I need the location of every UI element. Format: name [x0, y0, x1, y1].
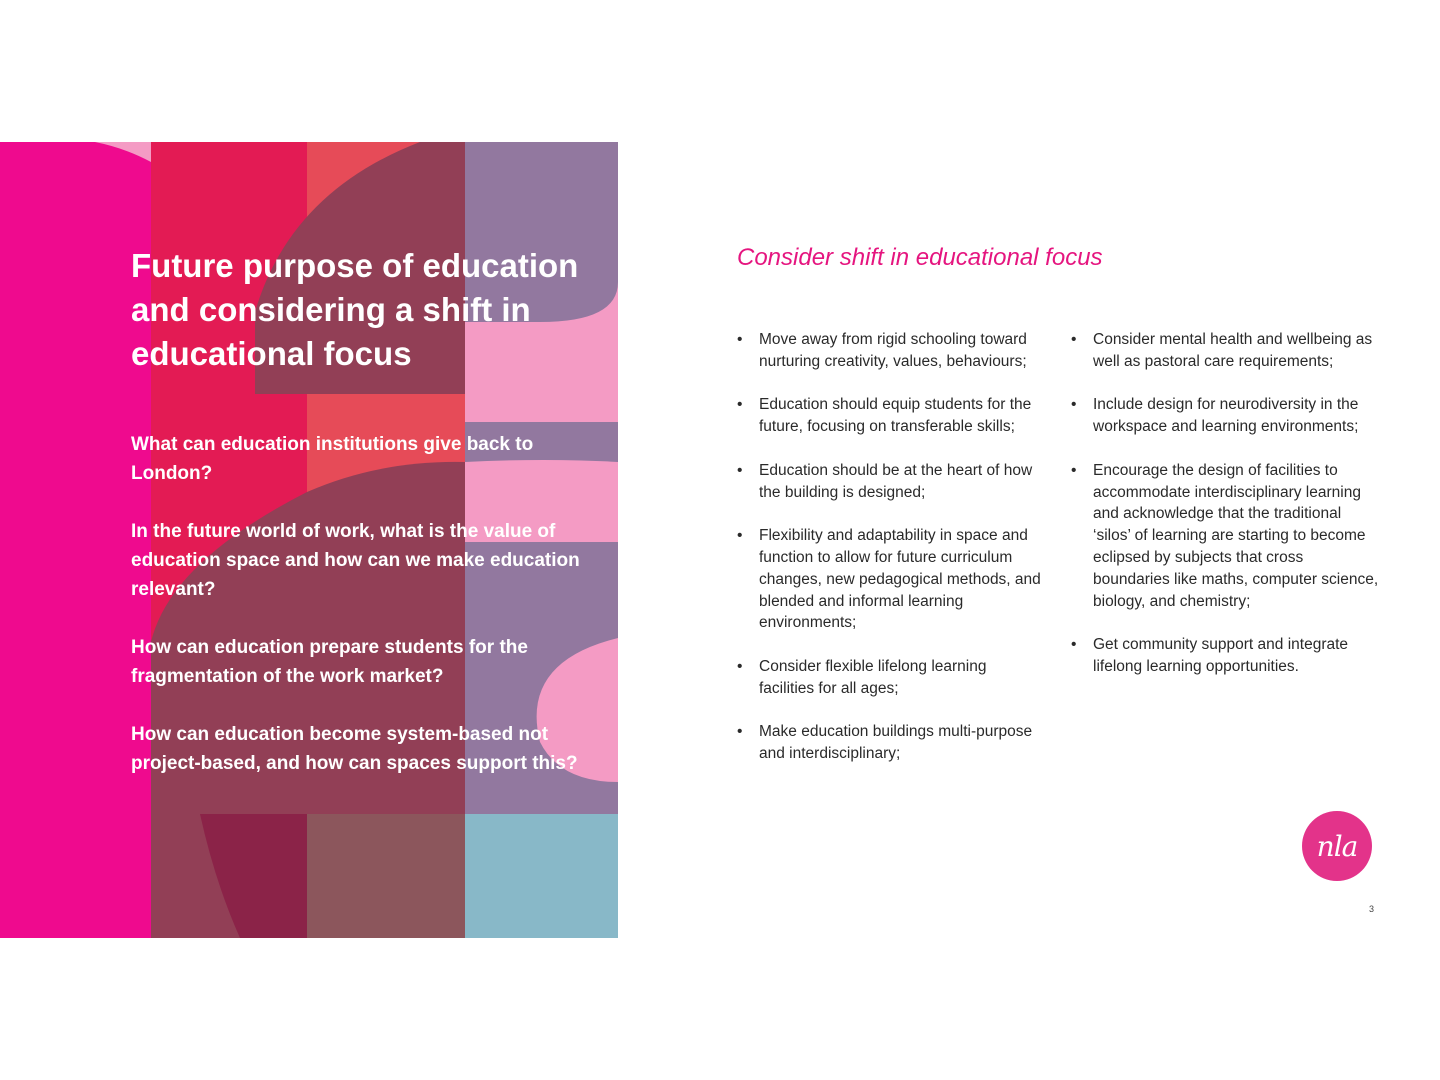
list-item-text: Get community support and integrate lifelong learning opportunities. — [1093, 636, 1349, 675]
list-item-text: Flexibility and adaptability in space and function to allow for future curriculum changes, new pedagogical methods, and blended and informal learning environments; — [759, 527, 1041, 632]
bullet-icon: • — [737, 527, 743, 545]
list-item — [1071, 394, 1381, 438]
nla-logo — [1302, 811, 1372, 881]
bullet-list-left — [737, 329, 1042, 787]
decorative-panel — [0, 142, 618, 938]
question: How can education become system-based not project-based, and how can spaces support this? — [131, 724, 578, 774]
list-item — [737, 656, 1042, 700]
bullet-icon: • — [737, 331, 743, 348]
panel-title: Future purpose of education and considering a shift in educational focus — [131, 247, 579, 372]
bullet-icon: • — [737, 657, 743, 675]
list-item — [1071, 329, 1381, 373]
question: What can education institutions give back to London? — [131, 434, 534, 484]
list-item — [737, 394, 1042, 438]
list-item — [737, 460, 1042, 504]
list-item-text: Consider mental health and wellbeing as well as pastoral care requirements; — [1093, 331, 1373, 370]
list-item-text: Make education buildings multi-purpose and interdisciplinary; — [759, 723, 1033, 763]
list-item — [737, 329, 1042, 373]
list-item-text: Encourage the design of facilities to accommodate interdisciplinary learning and acknowledge that the traditional ‘silos’ of learning are starting to become eclipsed by subjects that cross boundaries like maths, computer science, biology, and chemistry; — [1093, 461, 1379, 610]
logo-text: nla — [1316, 829, 1358, 863]
page-number: 3 — [1368, 904, 1374, 914]
bullet-icon: • — [737, 461, 743, 479]
question: In the future world of work, what is the value of education space and how can we make education relevant? — [131, 521, 580, 600]
list-item — [737, 525, 1042, 634]
bullet-list-right — [1071, 329, 1381, 700]
list-item-text: Education should be at the heart of how the building is designed; — [759, 461, 1033, 501]
bullet-icon: • — [1071, 331, 1077, 348]
list-item — [1071, 460, 1381, 613]
list-item-text: Move away from rigid schooling toward nurturing creativity, values, behaviours; — [759, 331, 1027, 370]
list-item-text: Consider flexible lifelong learning facilities for all ages; — [759, 657, 987, 697]
list-item — [1071, 634, 1381, 678]
list-item-text: Include design for neurodiversity in the workspace and learning environments; — [1093, 396, 1359, 436]
bullet-icon: • — [1071, 396, 1077, 414]
bullet-icon: • — [737, 723, 743, 741]
question: How can education prepare students for the fragmentation of the work market? — [131, 637, 528, 687]
bullet-icon: • — [737, 396, 743, 414]
bullet-icon: • — [1071, 636, 1077, 654]
section-heading: Consider shift in educational focus — [737, 244, 1103, 271]
questions-list — [131, 430, 591, 807]
list-item-text: Education should equip students for the future, focusing on transferable skills; — [759, 396, 1032, 436]
list-item — [737, 721, 1042, 765]
bullet-icon: • — [1071, 461, 1077, 479]
